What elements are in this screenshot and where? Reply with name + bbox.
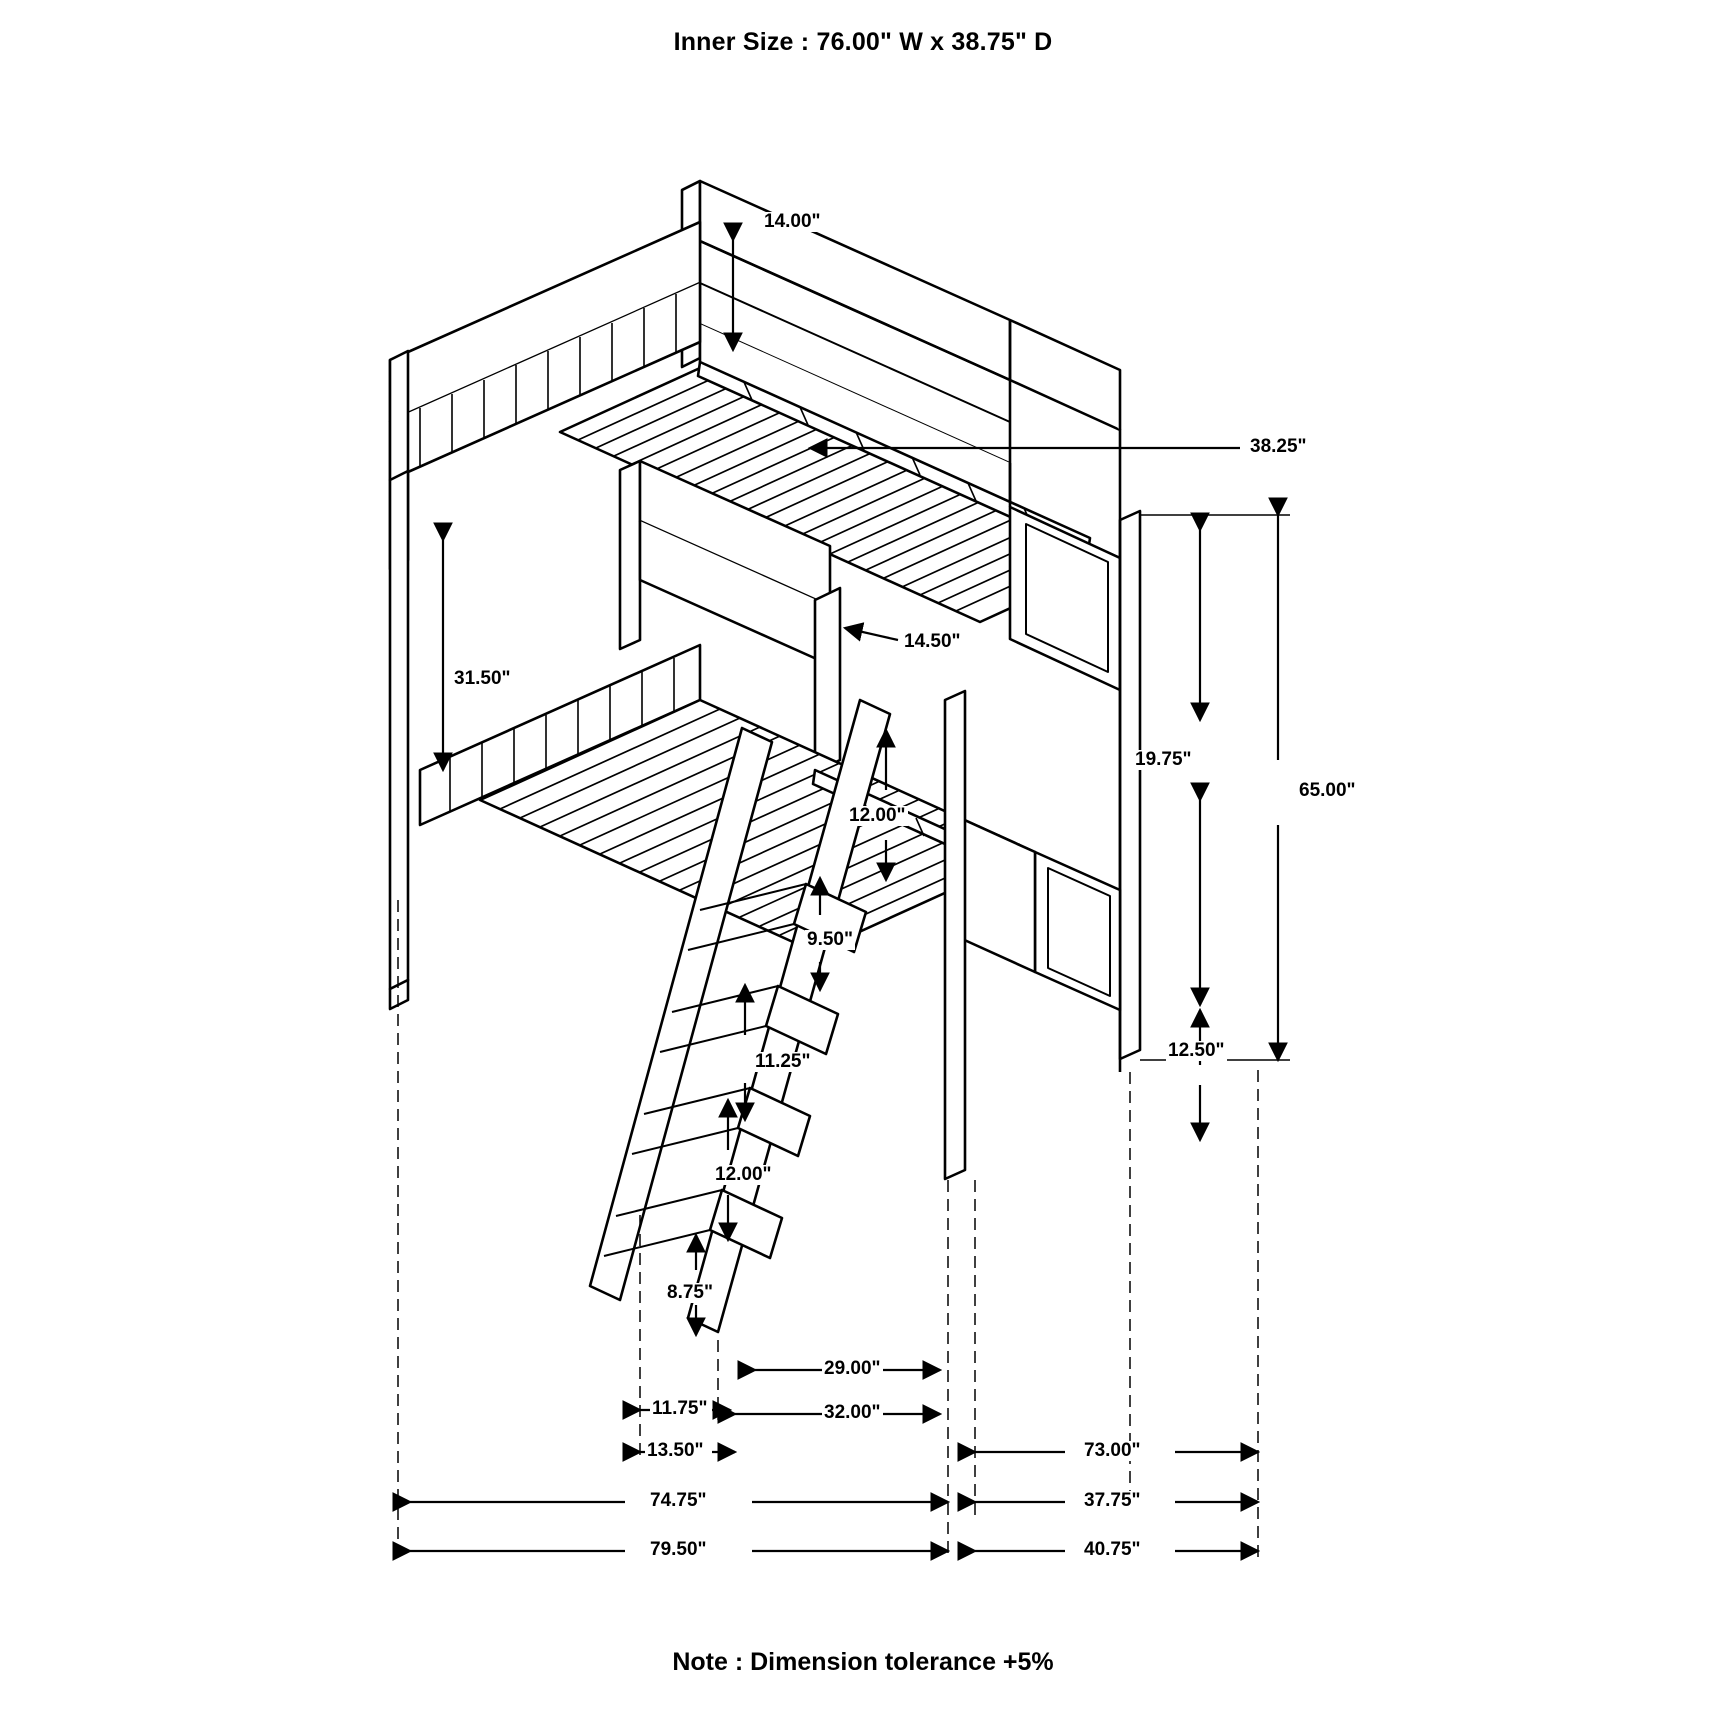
dimension-label: 14.00" — [764, 211, 821, 232]
dimension-label: 65.00" — [1299, 780, 1356, 801]
dimension-label: 11.25" — [755, 1051, 811, 1072]
dimension-label: 11.75" — [652, 1398, 708, 1419]
tolerance-note: Note : Dimension tolerance +5% — [672, 1648, 1054, 1676]
page-title: Inner Size : 76.00" W x 38.75" D — [673, 28, 1053, 56]
dimension-label: 14.50" — [904, 631, 961, 652]
dimension-label: 79.50" — [650, 1539, 707, 1560]
dimension-label: 37.75" — [1084, 1490, 1141, 1511]
dimension-label: 12.00" — [715, 1164, 772, 1185]
dimension-label: 73.00" — [1084, 1440, 1141, 1461]
dimension-label: 9.50" — [807, 929, 853, 950]
dimension-label: 38.25" — [1250, 436, 1307, 457]
dimension-label: 74.75" — [650, 1490, 707, 1511]
dimension-label: 40.75" — [1084, 1539, 1141, 1560]
dimension-label: 12.50" — [1168, 1040, 1225, 1061]
dimension-label: 31.50" — [454, 668, 511, 689]
dimension-label: 32.00" — [824, 1402, 881, 1423]
dimension-label: 8.75" — [667, 1282, 713, 1303]
dimension-label: 29.00" — [824, 1358, 881, 1379]
dimension-label: 13.50" — [647, 1440, 704, 1461]
dimension-label: 12.00" — [849, 805, 906, 826]
dimension-label: 19.75" — [1135, 749, 1192, 770]
